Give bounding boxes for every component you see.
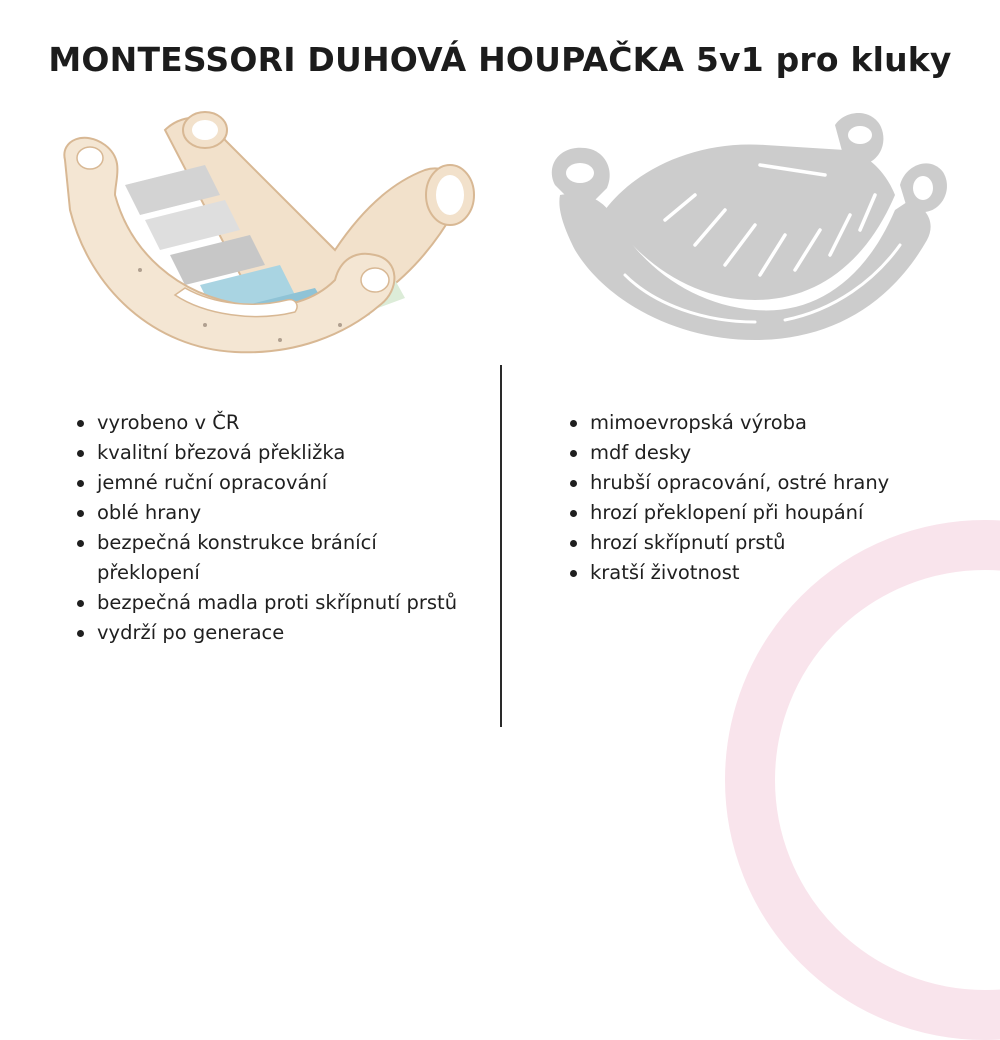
list-item: vydrží po generace [67,618,477,648]
generic-rocker-silhouette [545,100,955,350]
page-title: MONTESSORI DUHOVÁ HOUPAČKA 5v1 pro kluky [48,40,952,79]
list-item: mdf desky [560,438,980,468]
list-item: oblé hrany [67,498,477,528]
list-item: jemné ruční opracování [67,468,477,498]
list-item: kratší životnost [560,558,980,588]
decorative-pink-arc [725,520,1000,1040]
right-feature-list [560,408,980,588]
list-item: bezpečná madla proti skřípnutí prstů [67,588,477,618]
list-item: hrubší opracování, ostré hrany [560,468,980,498]
column-divider [500,365,502,727]
list-item: vyrobeno v ČR [67,408,477,438]
list-item: mimoevropská výroba [560,408,980,438]
list-item: kvalitní březová překližka [67,438,477,468]
wooden-rocker-image [55,100,485,360]
list-item: bezpečná konstrukce bránící překlopení [67,528,477,588]
list-item: hrozí skřípnutí prstů [560,528,980,558]
list-item: hrozí překlopení při houpání [560,498,980,528]
left-feature-list [67,408,477,648]
